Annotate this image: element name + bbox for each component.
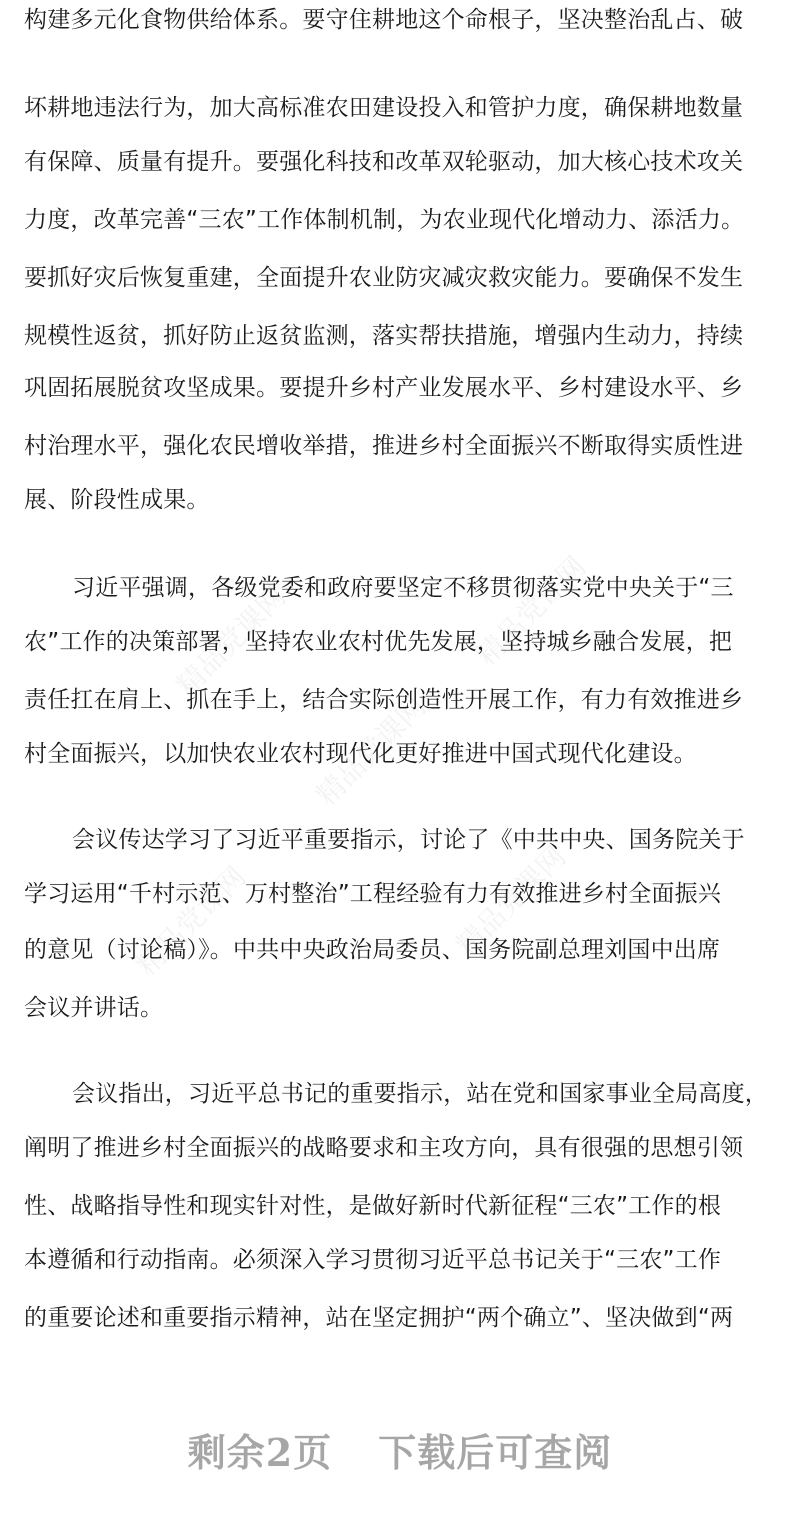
text-line: 性、战略指导性和现实针对性，是做好新时代新征程“三农”工作的根 <box>24 1193 722 1219</box>
watermark: 精品党课网 <box>169 579 293 703</box>
text-line: 展、阶段性成果。 <box>24 487 210 513</box>
text-line: 有保障、质量有提升。要强化科技和改革双轮驱动，加大核心技术攻关 <box>24 149 744 175</box>
watermark: 精品党课网 <box>469 549 593 673</box>
text-line: 责任扛在肩上、抓在手上，结合实际创造性开展工作，有力有效推进乡 <box>24 687 744 713</box>
remaining-pages-label: 剩余2页 <box>187 1430 333 1475</box>
text-line: 本遵循和行动指南。必须深入学习贯彻习近平总书记关于“三农”工作 <box>24 1247 722 1273</box>
watermark: 精品党课网 <box>309 689 433 813</box>
text-line: 坏耕地违法行为，加大高标准农田建设投入和管护力度，确保耕地数量 <box>24 95 744 121</box>
text-line: 要抓好灾后恢复重建，全面提升农业防灾减灾救灾能力。要确保不发生 <box>24 265 744 291</box>
text-line: 农”工作的决策部署，坚持农业农村优先发展，坚持城乡融合发展，把 <box>24 629 733 655</box>
download-prompt[interactable] <box>0 1426 800 1480</box>
text-line: 巩固拓展脱贫攻坚成果。要提升乡村产业发展水平、乡村建设水平、乡 <box>24 375 744 401</box>
watermark: 精品党课网 <box>129 859 253 983</box>
text-line: 村治理水平，强化农民增收举措，推进乡村全面振兴不断取得实质性进 <box>24 433 744 459</box>
text-line: 构建多元化食物供给体系。要守住耕地这个命根子，坚决整治乱占、破 <box>24 7 744 33</box>
text-line: 阐明了推进乡村全面振兴的战略要求和主攻方向，具有很强的思想引领 <box>24 1135 744 1161</box>
text-line: 会议指出，习近平总书记的重要指示，站在党和国家事业全局高度， <box>72 1081 768 1107</box>
download-to-view-label: 下载后可查阅 <box>378 1430 613 1475</box>
text-line: 的重要论述和重要指示精神，站在坚定拥护“两个确立”、坚决做到“两 <box>24 1305 734 1331</box>
text-line: 习近平强调，各级党委和政府要坚定不移贯彻落实党中央关于“三 <box>72 575 734 601</box>
text-line: 力度，改革完善“三农”工作体制机制，为农业现代化增动力、添活力。 <box>24 207 745 233</box>
text-line: 规模性返贫，抓好防止返贫监测，落实帮扶措施，增强内生动力，持续 <box>24 323 744 349</box>
text-line: 学习运用“千村示范、万村整治”工程经验有力有效推进乡村全面振兴 <box>24 881 722 907</box>
watermark: 精品党课网 <box>449 839 573 963</box>
text-line: 村全面振兴，以加快农业农村现代化更好推进中国式现代化建设。 <box>24 741 697 767</box>
text-line: 的意见（讨论稿）》。中共中央政治局委员、国务院副总理刘国中出席 <box>24 937 721 963</box>
text-line: 会议传达学习了习近平重要指示，讨论了《中共中央、国务院关于 <box>72 827 745 853</box>
text-line: 会议并讲话。 <box>24 995 164 1021</box>
